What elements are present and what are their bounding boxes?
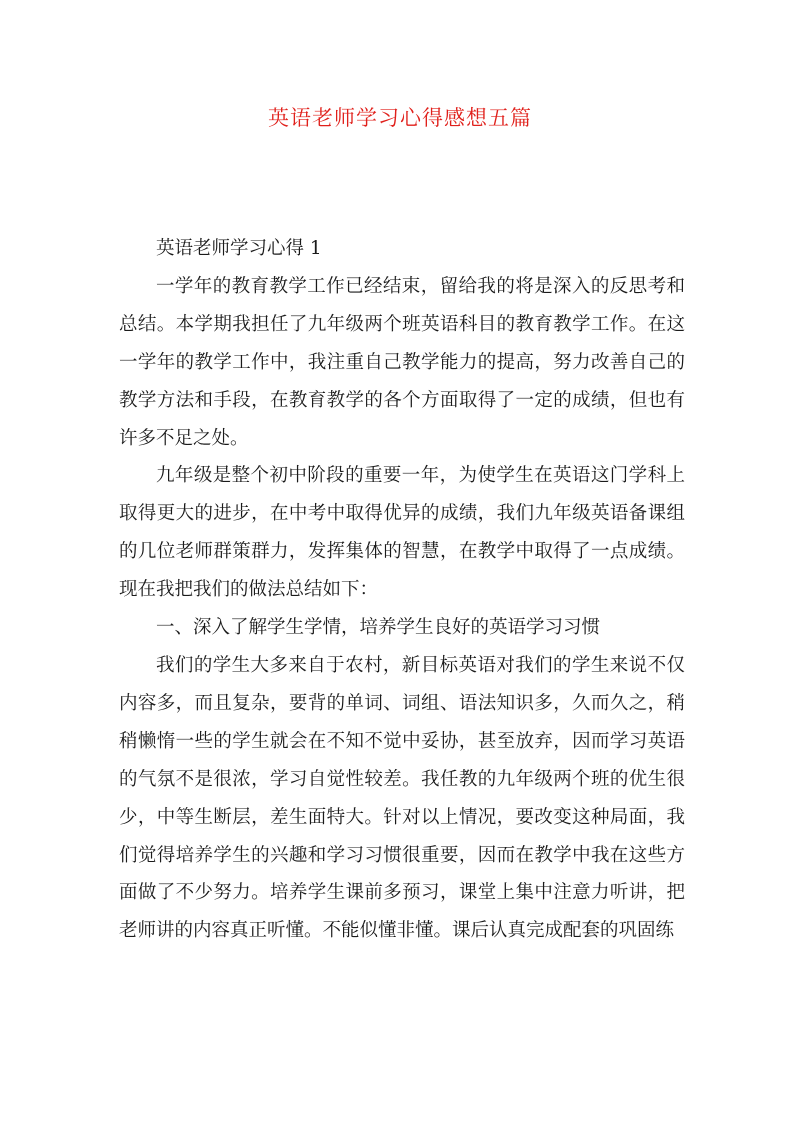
body-paragraph: 九年级是整个初中阶段的重要一年，为使学生在英语这门学科上取得更大的进步，在中考中取得优异的成绩，我们九年级英语备课组的几位老师群策群力，发挥集体的智慧，在教学中取得了一点成绩。现在我把我们的做法总结如下：	[119, 465, 685, 601]
document-title: 英语老师学习心得感想五篇	[268, 106, 532, 130]
body-paragraph: 一学年的教育教学工作已经结束，留给我的将是深入的反思考和总结。本学期我担任了九年级两个班英语科目的教育教学工作。在这一学年的教学工作中，我注重自己教学能力的提高，努力改善自己的教学方法和手段，在教育教学的各个方面取得了一定的成绩，但也有许多不足之处。	[119, 275, 685, 449]
body-paragraph: 我们的学生大多来自于农村，新目标英语对我们的学生来说不仅内容多，而且复杂，要背的单词、词组、语法知识多，久而久之，稍稍懒惰一些的学生就会在不知不觉中妥协，甚至放弃，因而学习英语的气氛不是很浓，学习自觉性较差。我任教的九年级两个班的优生很少，中等生断层，差生面特大。针对以上情况，要改变这种局面，我们觉得培养学生的兴趣和学习习惯很重要，因而在教学中我在这些方面做了不少努力。培养学生课前多预习，课堂上集中注意力听讲，把老师讲的内容真正听懂。不能似懂非懂。课后认真完成配套的巩固练	[119, 654, 685, 942]
subsection-heading: 一、深入了解学生学情，培养学生良好的英语学习习惯	[156, 617, 601, 639]
section-heading: 英语老师学习心得 1	[156, 238, 322, 259]
document-body	[119, 230, 685, 950]
